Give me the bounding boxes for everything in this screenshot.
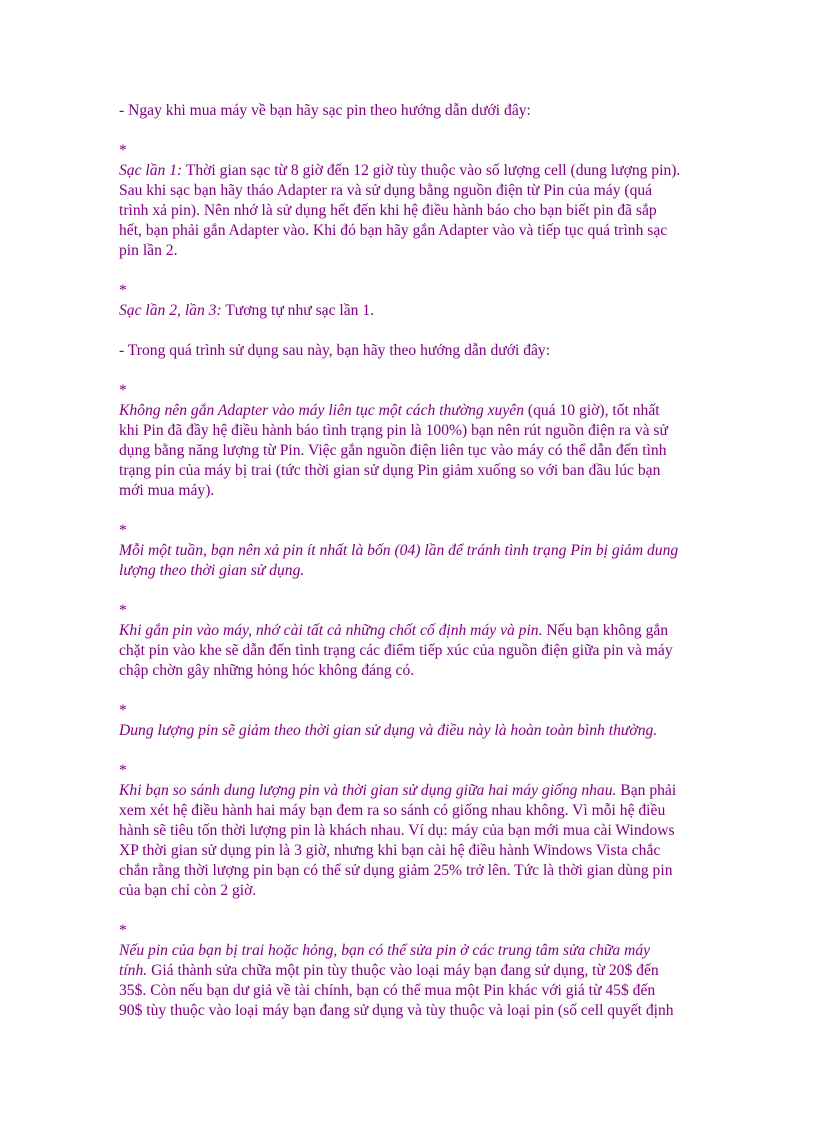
bullet-item-weekly-discharge [119,521,681,581]
intro-paragraph-1: - Ngay khi mua máy về bạn hãy sạc pin theo hướng dẫn dưới đây: [119,102,531,119]
bullet-lead: Sạc lần 2, lần 3: [119,302,222,319]
bullet-lead: Nếu pin của bạn bị trai hoặc hỏng, bạn có thể sửa pin ở các trung tâm sửa chữa máy tính. [119,942,651,979]
bullet-lead: Dung lượng pin sẽ giảm theo thời gian sử dụng và điều này là hoàn toàn bình thường. [119,722,658,739]
bullet-lead: Không nên gắn Adapter vào máy liên tục một cách thường xuyên [119,402,524,419]
bullet-text: Bạn phải xem xét hệ điều hành hai máy bạn đem ra so sánh có giống nhau không. Vì mỗi hệ điều hành sẽ tiêu tốn thời lượng pin là khách nhau. Ví dụ: máy của bạn mới mua cài Windows XP thời gian sử dụng pin là 3 giờ, nhưng khi bạn cài hệ điều hành Windows Vista chắc chắn rằng thời lượng pin bạn có thể sử dụng giảm 25% trở lên. Tức là thời gian dùng pin của bạn chỉ còn 2 giờ. [119,782,677,899]
intro-paragraph-2: - Trong quá trình sử dụng sau này, bạn hãy theo hướng dẫn dưới đây: [119,342,551,359]
bullet-text: Giá thành sửa chữa một pin tùy thuộc vào loại máy bạn đang sử dụng, từ 20$ đến 35$. Còn nếu bạn dư giả về tài chính, bạn có thể mua một Pin khác với giá từ 45$ đến 90$ tùy thuộc vào loại máy bạn đang sử dụng và tùy thuộc và loại pin (số cell quyết định [119,962,674,1019]
bullet-marker: * [119,142,127,159]
document-body [119,101,681,1041]
bullet-text: (quá 10 giờ), tốt nhất khi Pin đã đầy hệ điều hành báo tình trạng pin là 100%) bạn nên rút nguồn điện ra và sử dụng bằng năng lượng từ Pin. Việc gắn nguồn điện liên tục vào máy có thể dẫn đến tình trạng pin của máy bị trai (tức thời gian sử dụng Pin giảm xuống so với ban đầu lúc bạn mới mua máy). [119,402,668,499]
bullet-marker: * [119,282,127,299]
bullet-marker: * [119,922,127,939]
bullet-lead: Khi gắn pin vào máy, nhớ cài tất cả những chốt cố định máy và pin. [119,622,543,639]
bullet-text: Thời gian sạc từ 8 giờ đến 12 giờ tùy thuộc vào số lượng cell (dung lượng pin). Sau khi sạc bạn hãy tháo Adapter ra và sử dụng bằng nguồn điện từ Pin của máy (quá trình xả pin). Nên nhớ là sử dụng hết đến khi hệ điều hành báo cho bạn biết pin đã sắp hết, bạn phải gắn Adapter vào. Khi đó bạn hãy gắn Adapter vào và tiếp tục quá trình sạc pin lần 2. [119,162,681,259]
bullet-item-charge-2-3 [119,281,681,321]
bullet-item-adapter [119,381,681,501]
bullet-lead: Sạc lần 1: [119,162,183,179]
bullet-item-charge-1 [119,141,681,261]
bullet-marker: * [119,602,127,619]
bullet-marker: * [119,762,127,779]
bullet-marker: * [119,382,127,399]
bullet-item-capacity-decline [119,701,681,741]
bullet-lead: Khi bạn so sánh dung lượng pin và thời gian sử dụng giữa hai máy giống nhau. [119,782,617,799]
bullet-item-compare-machines [119,761,681,901]
bullet-marker: * [119,522,127,539]
bullet-lead: Mỗi một tuần, bạn nên xả pin ít nhất là bốn (04) lần để tránh tình trạng Pin bị giảm dung lượng theo thời gian sử dụng. [119,542,679,579]
bullet-item-repair [119,921,681,1021]
bullet-text: Tương tự như sạc lần 1. [221,302,375,319]
bullet-item-battery-latch [119,601,681,681]
bullet-text: Nếu bạn không gắn chặt pin vào khe sẽ dẫn đến tình trạng các điểm tiếp xúc của nguồn điện giữa pin và máy chập chờn gây những hỏng hóc không đáng có. [119,622,673,679]
bullet-marker: * [119,702,127,719]
